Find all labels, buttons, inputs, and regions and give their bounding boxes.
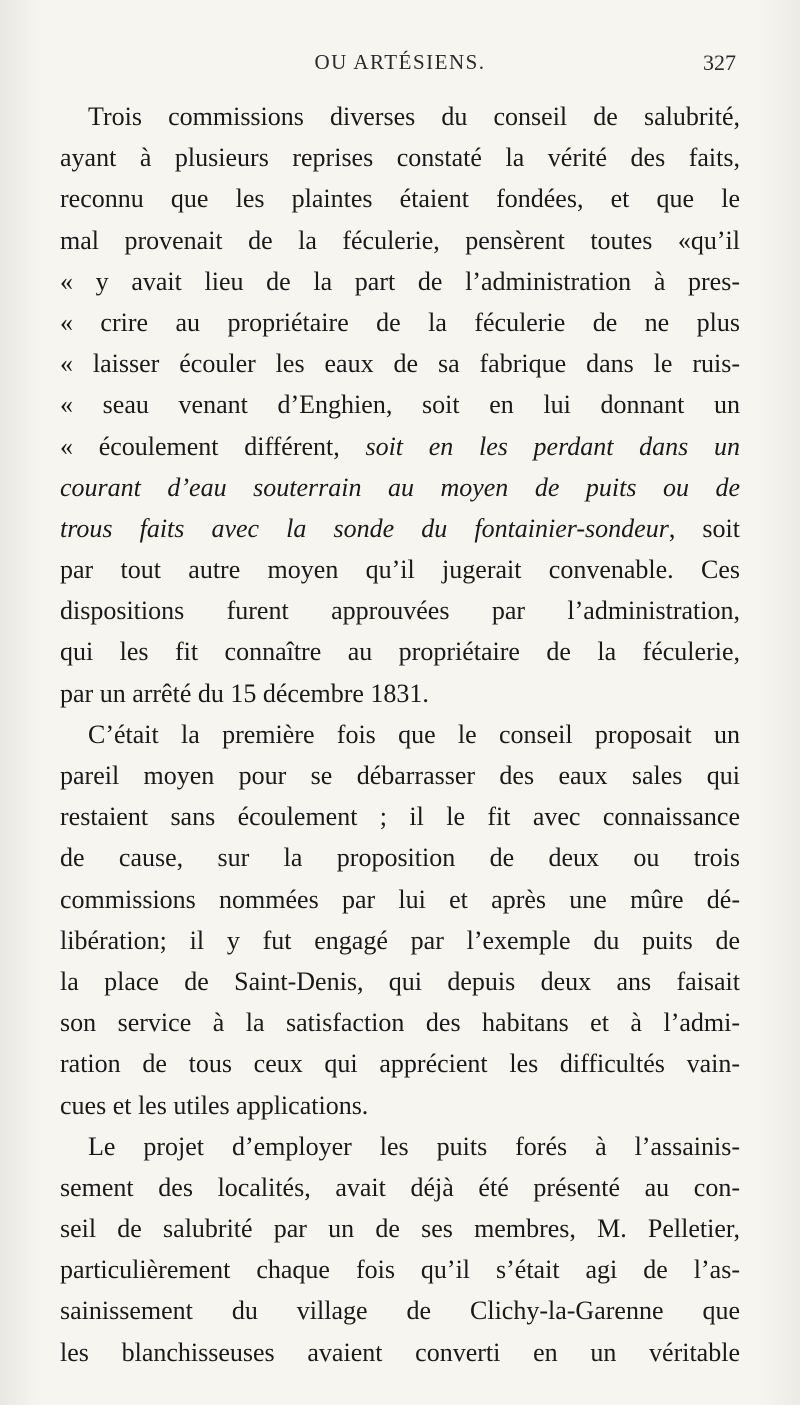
text-line <box>60 1043 740 1084</box>
text-segment: sainissement du village de Clichy-la-Garenne que <box>60 1296 740 1326</box>
body-text <box>60 96 740 1373</box>
running-head-title: OU ARTÉSIENS. <box>314 50 486 74</box>
text-segment: restaient sans écoulement ; il le fit avec connaissance <box>60 802 740 832</box>
text-segment: « laisser écouler les eaux de sa fabrique dans le ruis- <box>60 349 740 379</box>
text-line <box>60 1167 740 1208</box>
text-segment: son service à la satisfaction des habitans et à l’admi- <box>60 1008 740 1038</box>
text-line <box>60 384 740 425</box>
text-line <box>60 1249 740 1290</box>
text-segment: mal provenait de la féculerie, pensèrent toutes «qu’il <box>60 225 740 255</box>
text-segment: C’était la première fois que le conseil proposait un <box>88 719 740 749</box>
text-line <box>60 920 740 961</box>
text-segment: cues et les utiles applications. <box>60 1090 369 1120</box>
text-line <box>60 96 740 137</box>
text-segment: ration de tous ceux qui apprécient les difficultés vain- <box>60 1049 740 1079</box>
text-segment: « crire au propriétaire de la féculerie de ne plus <box>60 307 740 337</box>
text-segment: par tout autre moyen qu’il jugerait convenable. Ces <box>60 555 740 585</box>
text-line <box>60 796 740 837</box>
text-line <box>60 178 740 219</box>
text-line <box>60 137 740 178</box>
text-segment: sement des localités, avait déjà été présenté au con- <box>60 1172 740 1202</box>
text-line <box>60 220 740 261</box>
text-segment: « écoulement différent, <box>60 431 366 461</box>
text-line <box>60 1085 740 1126</box>
italic-text: soit en les perdant dans un <box>365 431 740 461</box>
text-segment: Trois commissions diverses du conseil de salubrité, <box>88 102 740 131</box>
text-line <box>60 837 740 878</box>
text-segment: libération; il y fut engagé par l’exemple du puits de <box>60 925 740 955</box>
text-line <box>60 1208 740 1249</box>
text-line <box>60 302 740 343</box>
text-line <box>60 879 740 920</box>
text-segment: « y avait lieu de la part de l’administration à pres- <box>60 266 740 296</box>
text-segment: commissions nommées par lui et après une mûre dé- <box>60 884 740 914</box>
text-line <box>60 673 740 714</box>
text-line <box>60 1332 740 1373</box>
text-line <box>60 1290 740 1331</box>
text-line <box>60 590 740 631</box>
text-segment: ayant à plusieurs reprises constaté la vérité des faits, <box>60 143 740 173</box>
text-segment: qui les fit connaître au propriétaire de la féculerie, <box>60 637 740 667</box>
text-line <box>60 343 740 384</box>
text-line <box>60 549 740 590</box>
text-line <box>60 714 740 755</box>
text-segment: Le projet d’employer les puits forés à l’assainis- <box>88 1131 740 1161</box>
text-segment: les blanchisseuses avaient converti en un véritable <box>60 1337 740 1367</box>
text-segment: particulièrement chaque fois qu’il s’était agi de l’as- <box>60 1255 740 1285</box>
text-line <box>60 508 740 549</box>
text-segment: dispositions furent approuvées par l’administration, <box>60 596 740 626</box>
text-segment: par un arrêté du 15 décembre 1831. <box>60 678 429 708</box>
text-line <box>60 426 740 467</box>
page-number: 327 <box>703 50 736 75</box>
italic-text: trous faits avec la sonde du fontainier-sondeur <box>60 513 669 543</box>
text-line <box>60 755 740 796</box>
text-segment: seil de salubrité par un de ses membres, M. Pelletier, <box>60 1214 740 1244</box>
text-segment: la place de Saint-Denis, qui depuis deux ans faisait <box>60 966 740 996</box>
text-line <box>60 261 740 302</box>
text-segment: reconnu que les plaintes étaient fondées, et que le <box>60 184 740 214</box>
text-segment: , soit <box>668 513 740 543</box>
text-line <box>60 1002 740 1043</box>
text-line <box>60 961 740 1002</box>
text-line <box>60 631 740 672</box>
text-line <box>60 1126 740 1167</box>
text-segment: « seau venant d’Enghien, soit en lui donnant un <box>60 390 740 420</box>
italic-text: courant d’eau souterrain au moyen de puits ou de <box>60 472 740 502</box>
text-segment: pareil moyen pour se débarrasser des eaux sales qui <box>60 761 740 790</box>
text-line <box>60 467 740 508</box>
text-segment: de cause, sur la proposition de deux ou trois <box>60 843 740 873</box>
running-head <box>60 50 740 80</box>
